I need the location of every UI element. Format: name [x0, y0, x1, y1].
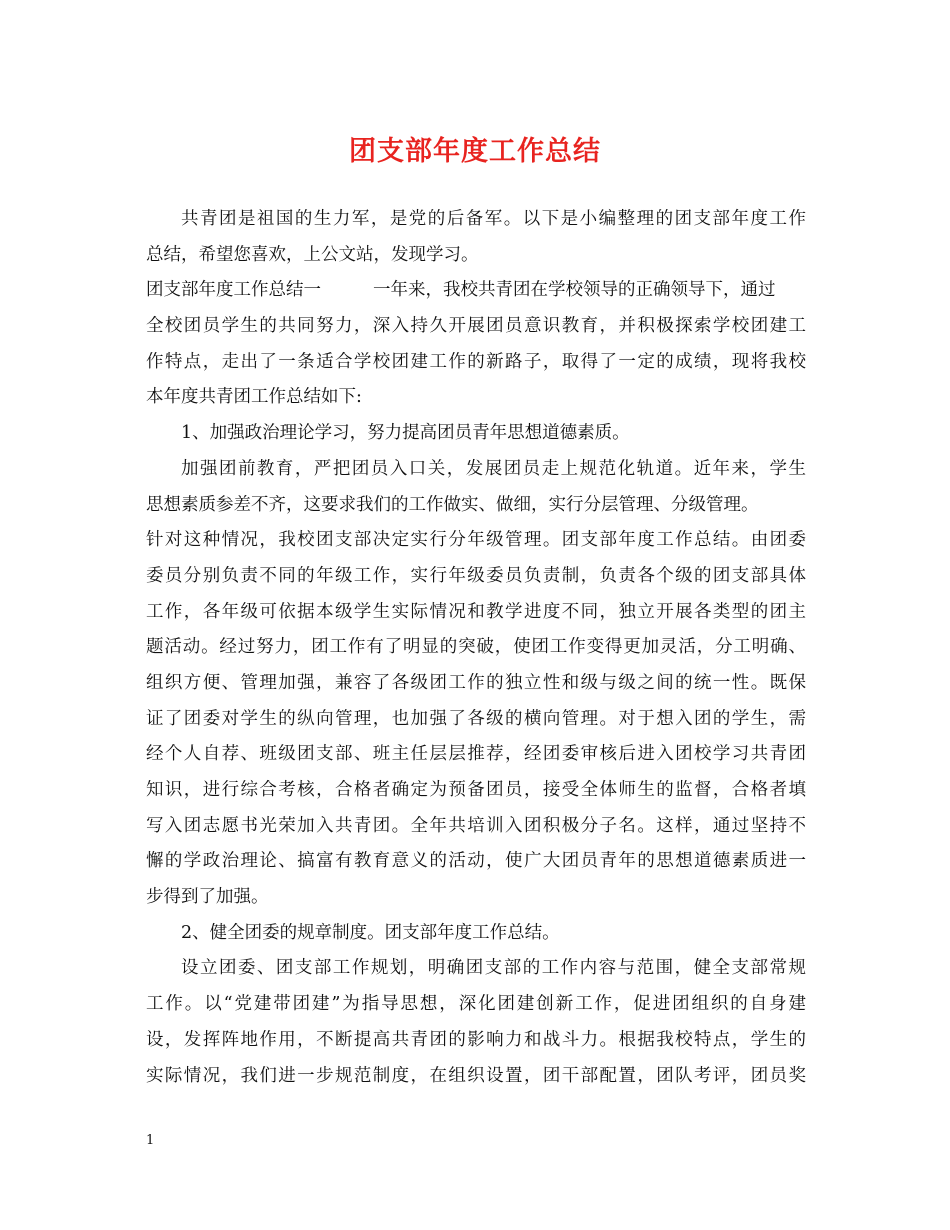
body-line-text: 工作，各年级可依据本级学生实际情况和教学进度不同，独立开展各类型的团主: [146, 601, 806, 622]
body-line-text: 设，发挥阵地作用，不断提高共青团的影响力和战斗力。根据我校特点，学生的: [146, 1029, 806, 1050]
body-line: [146, 702, 806, 738]
body-line-text: 全校团员学生的共同努力，深入持久开展团员意识教育，并积极探索学校团建工: [146, 316, 806, 337]
body-line: [146, 809, 806, 845]
body-line: [146, 844, 806, 880]
body-line-text: 一年来，我校共青团在学校领导的正确领导下，通过: [373, 280, 776, 301]
body-line-text: 总结，希望您喜欢，上公文站，发现学习。: [146, 244, 479, 265]
body-line-text: 2、健全团委的规章制度。团支部年度工作总结。: [181, 922, 560, 943]
body-line-text: 工作。以“党建带团建”为指导思想，深化团建创新工作，促进团组织的自身建: [146, 994, 806, 1015]
body-line-text: 题活动。经过努力，团工作有了明显的突破，使团工作变得更加灵活，分工明确、: [146, 637, 806, 658]
body-line-text: 写入团志愿书光荣加入共青团。全年共培训入团积极分子名。这样，通过坚持不: [146, 815, 806, 836]
body-line-text: 懈的学政治理论、搞富有教育意义的活动，使广大团员青年的思想道德素质进一: [146, 851, 806, 872]
body-line: [146, 773, 806, 809]
body-line: [146, 309, 806, 345]
body-line: [146, 273, 806, 309]
body-line: [146, 202, 806, 238]
body-line-text: 1、加强政治理论学习，努力提高团员青年思想道德素质。: [181, 423, 630, 444]
body-line-text: 组织方便、管理加强，兼容了各级团工作的独立性和级与级之间的统一性。既保: [146, 672, 806, 693]
body-line: [146, 951, 806, 987]
body-line-text: 知识，进行综合考核，合格者确定为预备团员，接受全体师生的监督，合格者填: [146, 780, 806, 800]
body-line: [146, 238, 806, 274]
body-line: [146, 880, 806, 916]
body-line-text: 实际情况，我们进一步规范制度，在组织设置，团干部配置，团队考评，团员奖: [146, 1065, 806, 1086]
body-line: [146, 452, 806, 488]
body-line-text: 团支部年度工作总结一: [146, 280, 321, 301]
body-line-text: 加强团前教育，严把团员入口关，发展团员走上规范化轨道。近年来，学生: [181, 458, 806, 479]
document-title: 团支部年度工作总结: [349, 136, 601, 167]
body-line-text: 经个人自荐、班级团支部、班主任层层推荐，经团委审核后进入团校学习共青团: [146, 744, 806, 765]
body-line: [146, 666, 806, 702]
document-body: [146, 202, 806, 1094]
body-line: [146, 1059, 806, 1095]
body-line-text: 设立团委、团支部工作规划，明确团支部的工作内容与范围，健全支部常规: [181, 958, 806, 979]
body-line: [146, 345, 806, 381]
body-line: [146, 737, 806, 773]
body-line-text: 作特点，走出了一条适合学校团建工作的新路子，取得了一定的成绩，现将我校: [146, 351, 806, 372]
body-line-text: 共青团是祖国的生力军，是党的后备军。以下是小编整理的团支部年度工作: [181, 209, 806, 229]
body-line: [146, 595, 806, 631]
body-line-text: 本年度共青团工作总结如下:: [146, 387, 362, 408]
body-line: [146, 987, 806, 1023]
page-number: 1: [146, 1133, 155, 1148]
body-line: [146, 523, 806, 559]
body-line: [146, 1023, 806, 1059]
body-line-text: 证了团委对学生的纵向管理，也加强了各级的横向管理。对于想入团的学生，需: [146, 708, 806, 729]
body-line-text: 针对这种情况，我校团支部决定实行分年级管理。团支部年度工作总结。由团委: [146, 530, 806, 551]
body-line: [146, 416, 806, 452]
body-line: [146, 630, 806, 666]
body-line: [146, 559, 806, 595]
body-line-text: 步得到了加强。: [146, 887, 269, 908]
body-line: [146, 380, 806, 416]
body-line: [146, 488, 806, 524]
body-line: [146, 916, 806, 952]
body-line-text: 思想素质参差不齐，这要求我们的工作做实、做细，实行分层管理、分级管理。: [146, 494, 759, 515]
body-line-text: 委员分别负责不同的年级工作，实行年级委员负责制，负责各个级的团支部具体: [146, 565, 806, 586]
